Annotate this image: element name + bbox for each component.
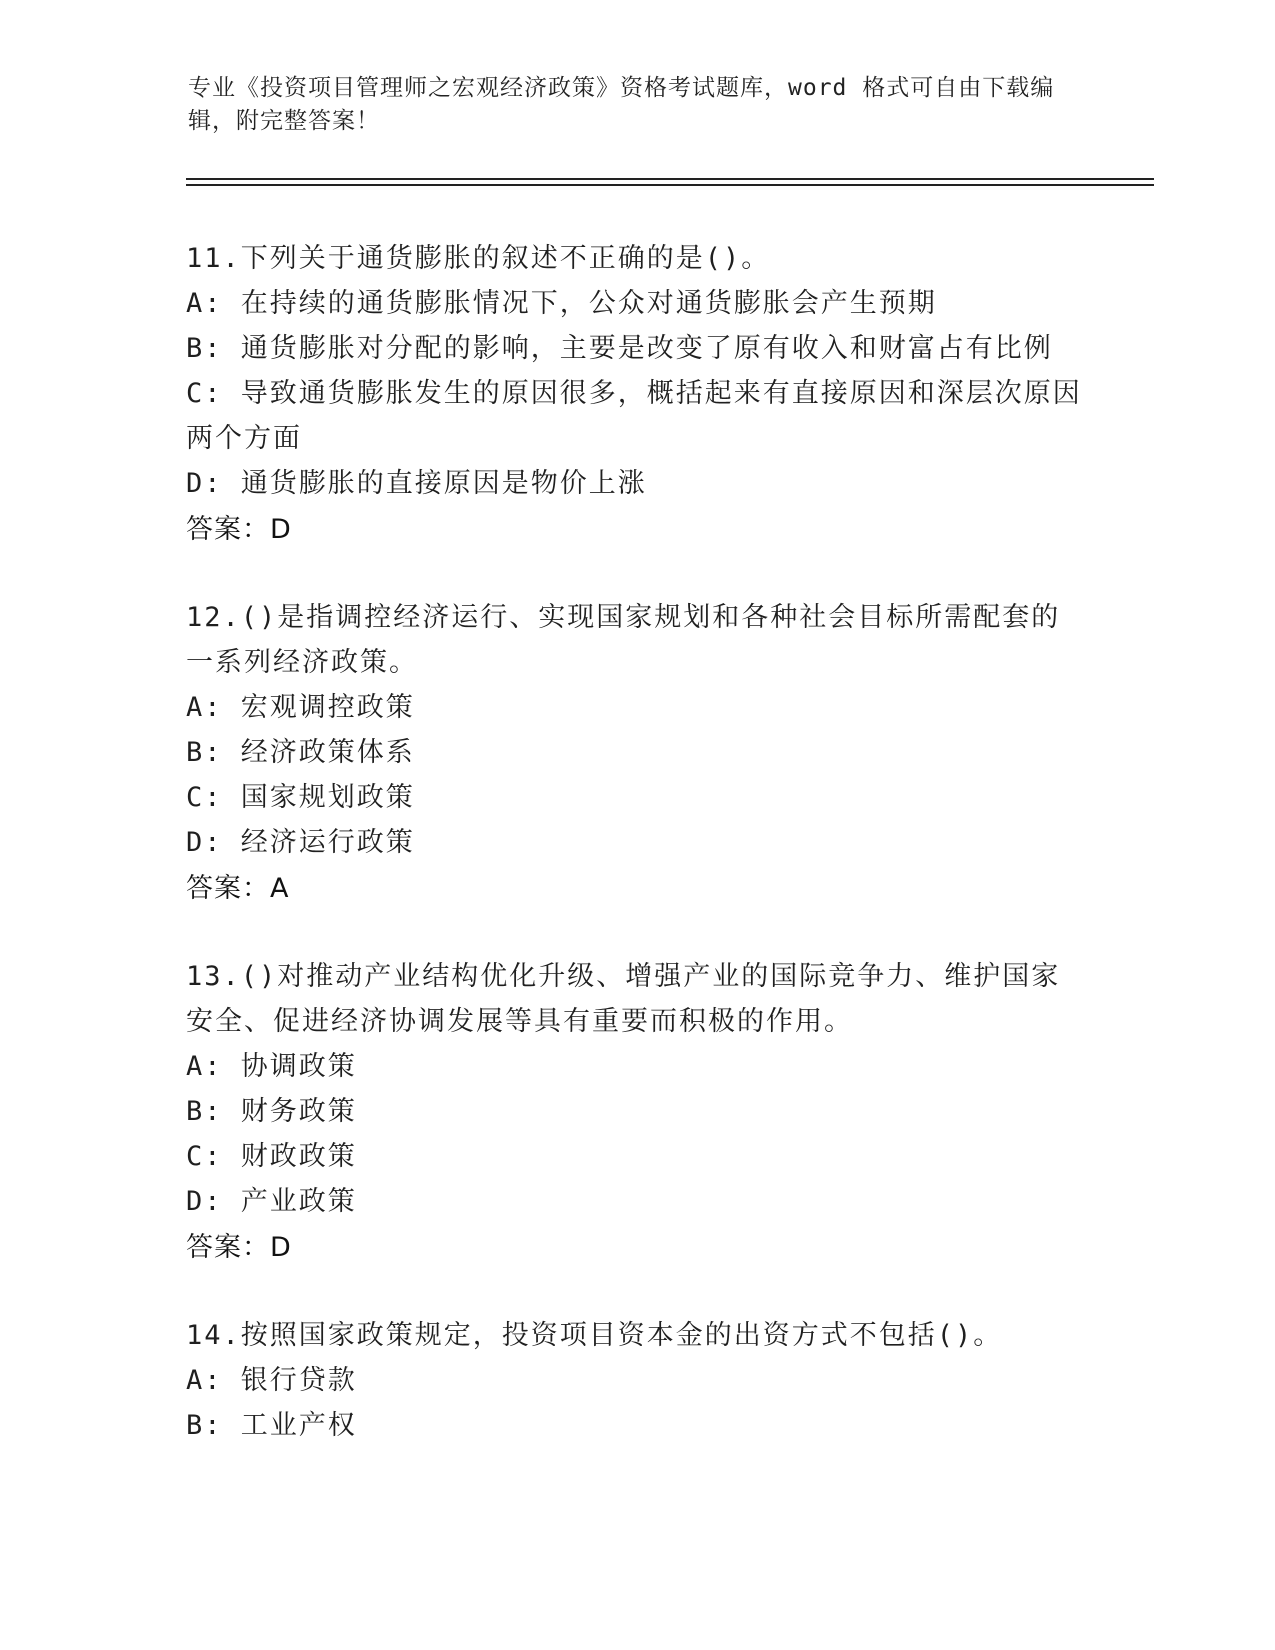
question-stem: 12.()是指调控经济运行、实现国家规划和各种社会目标所需配套的一系列经济政策。 [186, 602, 1061, 678]
question-14 [186, 1313, 1086, 1448]
option-b: B: 经济政策体系 [186, 737, 415, 768]
question-13 [186, 954, 1086, 1271]
answer: 答案：D [186, 1232, 292, 1263]
document-header: 专业《投资项目管理师之宏观经济政策》资格考试题库，word 格式可自由下载编辑，附完整答案！ [188, 75, 1055, 134]
option-b: B: 通货膨胀对分配的影响，主要是改变了原有收入和财富占有比例 [186, 333, 1053, 364]
option-a: A: 宏观调控政策 [186, 692, 415, 723]
question-list [186, 236, 1086, 1490]
option-c: C: 国家规划政策 [186, 782, 415, 813]
option-a: A: 协调政策 [186, 1051, 357, 1082]
option-b: B: 财务政策 [186, 1096, 357, 1127]
question-stem: 13.()对推动产业结构优化升级、增强产业的国际竞争力、维护国家安全、促进经济协调发展等具有重要而积极的作用。 [186, 961, 1061, 1037]
header-divider-top [186, 178, 1154, 180]
option-c: C: 财政政策 [186, 1141, 357, 1172]
option-d: D: 通货膨胀的直接原因是物价上涨 [186, 468, 647, 499]
option-c: C: 导致通货膨胀发生的原因很多，概括起来有直接原因和深层次原因两个方面 [186, 378, 1082, 454]
question-stem: 14.按照国家政策规定，投资项目资本金的出资方式不包括()。 [186, 1320, 1003, 1351]
question-11 [186, 236, 1086, 553]
answer: 答案：A [186, 873, 290, 904]
option-a: A: 在持续的通货膨胀情况下，公众对通货膨胀会产生预期 [186, 288, 937, 319]
answer: 答案：D [186, 514, 292, 545]
option-d: D: 经济运行政策 [186, 827, 415, 858]
option-a: A: 银行贷款 [186, 1365, 357, 1396]
option-d: D: 产业政策 [186, 1186, 357, 1217]
question-12 [186, 595, 1086, 912]
question-stem: 11.下列关于通货膨胀的叙述不正确的是()。 [186, 243, 771, 274]
header-divider-bottom [186, 184, 1154, 186]
option-b: B: 工业产权 [186, 1410, 357, 1441]
